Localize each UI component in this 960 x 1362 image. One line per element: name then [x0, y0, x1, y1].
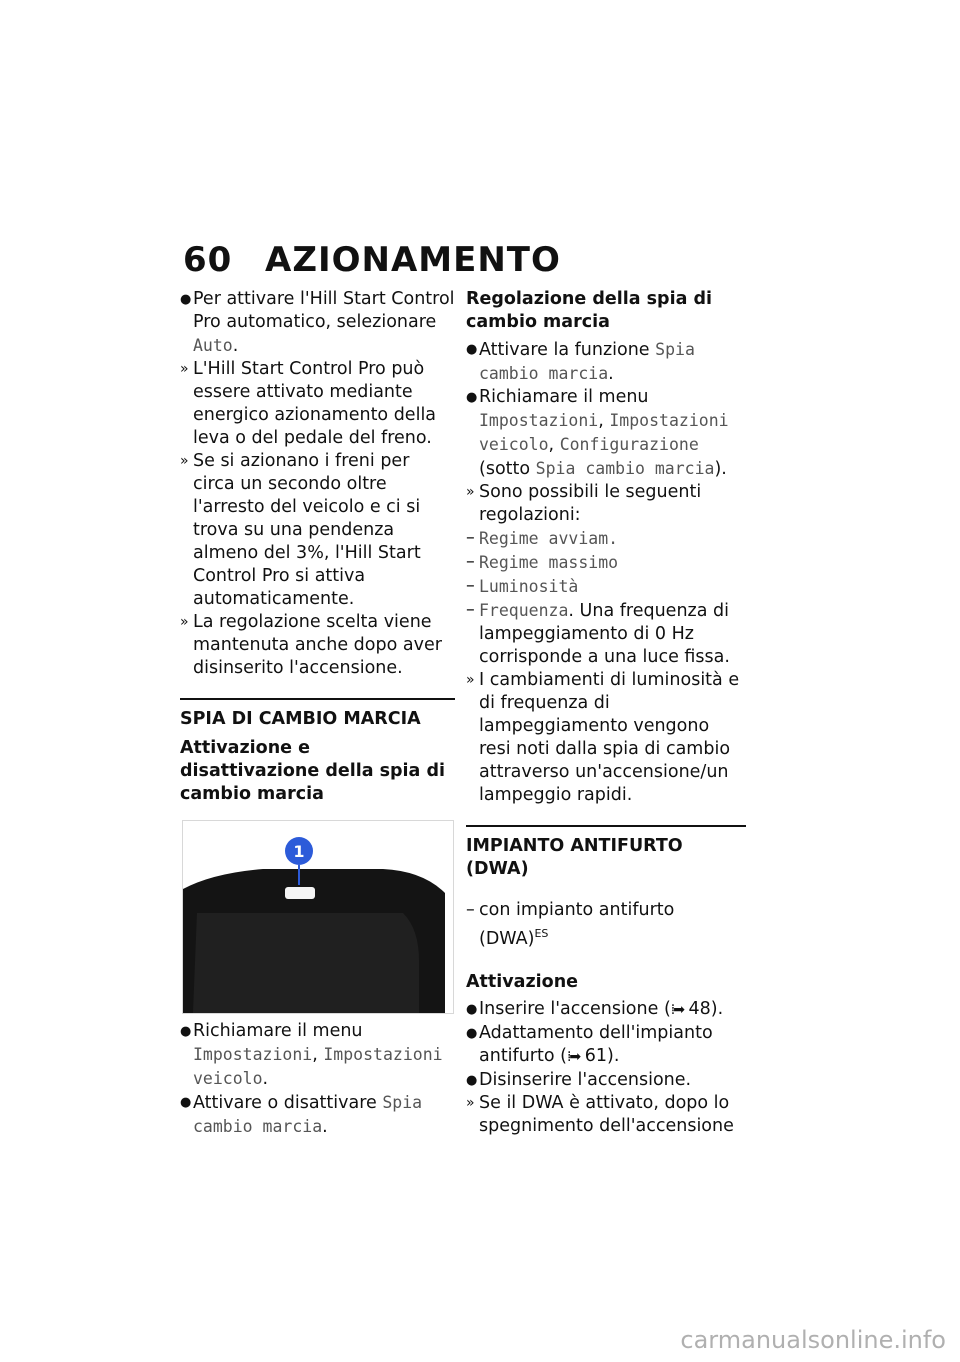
dashboard-illustration: [183, 821, 453, 1013]
callout-number: 1: [293, 842, 305, 861]
list-item: ● Disinserire l'accensione.: [466, 1069, 692, 1090]
list-item: ● Attivare la funzione Spia cambio marcia.: [466, 340, 695, 384]
watermark: carmanualsonline.info: [680, 1326, 946, 1354]
list-item: ● Richiamare il menu Impostazioni, Impostazioni veicolo.: [180, 1021, 443, 1089]
list-item: » Sono possibili le seguenti regolazioni:: [466, 482, 702, 525]
section-divider: [180, 698, 455, 700]
option-item: – Regime massimo: [466, 552, 619, 572]
page-number: 60: [183, 240, 233, 280]
list-item: » Se il DWA è attivato, dopo lo spegnimento dell'accensione: [466, 1092, 734, 1136]
left-column: [180, 288, 455, 1139]
list-item: ● Inserire l'accensione (⁞➡ 48).: [466, 998, 724, 1019]
list-item: » La regolazione scelta viene mantenuta anche dopo aver disinserito l'accensione.: [180, 612, 442, 678]
chevron-right-icon: »: [466, 672, 475, 688]
option-item: – Regime avviam.: [466, 528, 619, 548]
option-item: – Frequenza. Una frequenza di lampeggiamento di 0 Hz corrisponde a una luce fissa.: [466, 600, 730, 667]
bullet-icon: ●: [180, 1024, 192, 1039]
dashboard-figure: [182, 820, 454, 1014]
equipment-note: – con impianto antifurto (DWA)$^{ES}$: [466, 900, 675, 949]
list-item: ● Adattamento dell'impianto antifurto (⁞➡ 61).: [466, 1022, 713, 1066]
dash-icon: –: [466, 600, 475, 620]
page-header: [183, 240, 561, 280]
dash-icon: –: [466, 528, 475, 548]
bullet-icon: ●: [466, 342, 478, 357]
list-item: ● Attivare o disattivare Spia cambio marcia.: [180, 1093, 423, 1137]
bullet-icon: ●: [466, 1001, 478, 1017]
chevron-right-icon: »: [180, 453, 189, 469]
dash-icon: –: [466, 552, 475, 572]
page-reference-arrow-icon: ⁞➡: [566, 1048, 580, 1065]
bullet-icon: ●: [466, 1072, 478, 1088]
bullet-icon: ●: [466, 1025, 478, 1041]
list-item: ● Richiamare il menu Impostazioni, Impostazioni veicolo, Configurazione (sotto Spia cambio marcia).: [466, 387, 729, 479]
chevron-right-icon: »: [466, 484, 475, 500]
list-item: » Se si azionano i freni per circa un secondo oltre l'arresto del veicolo e ci si trova su una pendenza almeno del 3%, l'Hill Start Control Pro si attiva automaticamente.: [180, 451, 421, 609]
chevron-right-icon: »: [180, 614, 189, 630]
bullet-icon: ●: [180, 292, 192, 307]
bullet-icon: ●: [466, 390, 478, 405]
subsection-title: Regolazione della spia di cambio marcia: [466, 289, 712, 332]
section-divider: [466, 825, 746, 827]
equipment-code: ES: [534, 927, 549, 940]
dash-icon: –: [466, 576, 475, 596]
chevron-right-icon: »: [466, 1094, 475, 1111]
page-title: AZIONAMENTO: [265, 240, 561, 280]
subsection-title: Attivazione e disattivazione della spia di cambio marcia: [180, 738, 445, 804]
option-item: – Luminosità: [466, 576, 579, 596]
section-title: SPIA DI CAMBIO MARCIA: [180, 709, 421, 729]
chevron-right-icon: »: [180, 361, 189, 377]
subsection-title: Attivazione: [466, 971, 579, 992]
dash-icon: –: [466, 900, 475, 920]
section-title: IMPIANTO ANTIFURTO (DWA): [466, 836, 683, 879]
list-item: ● Per attivare l'Hill Start Control Pro automatico, selezionare Auto.: [180, 289, 455, 356]
list-item: » I cambiamenti di luminosità e di frequenza di lampeggiamento vengono resi noti dalla spia di cambio attraverso un'accensione/un lampeggio rapidi.: [466, 670, 740, 805]
shift-light-icon: [285, 887, 315, 899]
right-column: [466, 288, 746, 1138]
page-reference-arrow-icon: ⁞➡: [670, 1001, 683, 1018]
list-item: » L'Hill Start Control Pro può essere attivato mediante energico azionamento della leva o del pedale del freno.: [180, 359, 437, 448]
bullet-icon: ●: [180, 1095, 192, 1110]
